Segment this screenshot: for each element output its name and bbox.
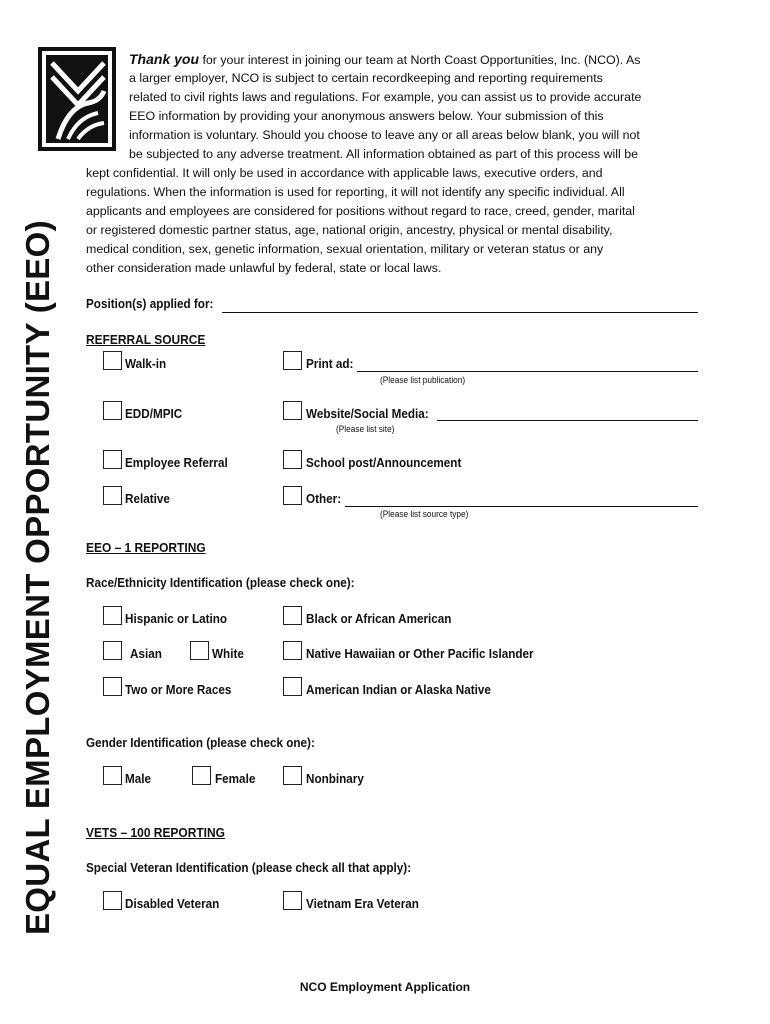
intro-line-5: information is voluntary. Should you choose to leave any or all areas below blank, you will not <box>129 128 640 142</box>
male-label: Male <box>125 771 152 786</box>
eeo1-heading: EEO – 1 REPORTING <box>86 540 206 555</box>
intro-line-10: or registered domestic partner status, age, national origin, ancestry, physical or mental disability, <box>86 223 613 237</box>
referral-heading: REFERRAL SOURCE <box>86 332 206 347</box>
other-checkbox[interactable] <box>283 486 302 505</box>
vietnam-veteran-checkbox[interactable] <box>283 891 302 910</box>
edd-label: EDD/MPIC <box>125 406 183 421</box>
female-label: Female <box>215 771 256 786</box>
female-checkbox[interactable] <box>192 766 211 785</box>
american-indian-checkbox[interactable] <box>283 677 302 696</box>
other-input[interactable] <box>345 506 698 507</box>
white-label: White <box>212 646 244 661</box>
position-input[interactable] <box>222 312 698 313</box>
print-ad-label: Print ad: <box>306 356 354 371</box>
asian-checkbox[interactable] <box>103 641 122 660</box>
intro-line-11: medical condition, sex, genetic information, sexual orientation, military or veteran status or any <box>86 242 604 256</box>
nonbinary-label: Nonbinary <box>306 771 364 786</box>
american-indian-label: American Indian or Alaska Native <box>306 682 491 697</box>
intro-line-1: Thank you for your interest in joining our team at North Coast Opportunities, Inc. (NCO). As <box>129 51 641 67</box>
nonbinary-checkbox[interactable] <box>283 766 302 785</box>
relative-checkbox[interactable] <box>103 486 122 505</box>
two-more-label: Two or More Races <box>125 682 232 697</box>
white-checkbox[interactable] <box>190 641 209 660</box>
footer-title: NCO Employment Application <box>299 980 471 994</box>
two-more-checkbox[interactable] <box>103 677 122 696</box>
print-ad-hint: (Please list publication) <box>380 375 466 385</box>
hispanic-label: Hispanic or Latino <box>125 611 228 626</box>
school-label: School post/Announcement <box>306 455 462 470</box>
intro-lead: Thank you <box>129 51 200 67</box>
black-label: Black or African American <box>306 611 452 626</box>
other-hint: (Please list source type) <box>380 509 469 519</box>
school-checkbox[interactable] <box>283 450 302 469</box>
nco-logo <box>38 47 116 151</box>
vets-heading: VETS – 100 REPORTING <box>86 825 225 840</box>
employee-referral-label: Employee Referral <box>125 455 228 470</box>
intro-line-4: EEO information by providing your anonymous answers below. Your submission of this <box>129 109 604 123</box>
walkin-checkbox[interactable] <box>103 351 122 370</box>
disabled-veteran-label: Disabled Veteran <box>125 896 220 911</box>
website-label: Website/Social Media: <box>306 406 429 421</box>
asian-label: Asian <box>130 646 162 661</box>
hispanic-checkbox[interactable] <box>103 606 122 625</box>
print-ad-checkbox[interactable] <box>283 351 302 370</box>
other-label: Other: <box>306 491 342 506</box>
disabled-veteran-checkbox[interactable] <box>103 891 122 910</box>
intro-line-2: a larger employer, NCO is subject to certain recordkeeping and reporting requirements <box>129 71 603 85</box>
gender-question: Gender Identification (please check one): <box>86 735 315 750</box>
employee-referral-checkbox[interactable] <box>103 450 122 469</box>
male-checkbox[interactable] <box>103 766 122 785</box>
hawaiian-label: Native Hawaiian or Other Pacific Islander <box>306 646 534 661</box>
intro-line-9: applicants and employees are considered for positions without regard to race, creed, gender, marital <box>86 204 635 218</box>
walkin-label: Walk-in <box>125 356 167 371</box>
black-checkbox[interactable] <box>283 606 302 625</box>
race-question: Race/Ethnicity Identification (please check one): <box>86 575 355 590</box>
veteran-question: Special Veteran Identification (please check all that apply): <box>86 860 412 875</box>
hawaiian-checkbox[interactable] <box>283 641 302 660</box>
side-title: EQUAL EMPLOYMENT OPPORTUNITY (EEO) <box>19 220 56 935</box>
intro-line-3: related to civil rights laws and regulations. For example, you can assist us to provide accurate <box>129 90 642 104</box>
print-ad-input[interactable] <box>357 371 698 372</box>
relative-label: Relative <box>125 491 170 506</box>
website-input[interactable] <box>437 420 698 421</box>
vietnam-veteran-label: Vietnam Era Veteran <box>306 896 419 911</box>
website-checkbox[interactable] <box>283 401 302 420</box>
position-label: Position(s) applied for: <box>86 296 214 311</box>
intro-line-8: regulations. When the information is used for reporting, it will not identify any specific individual. All <box>86 185 625 199</box>
intro-line-6: be subjected to any adverse treatment. All information obtained as part of this process will be <box>129 147 638 161</box>
website-hint: (Please list site) <box>336 424 395 434</box>
intro-line-12: other consideration made unlawful by federal, state or local laws. <box>86 261 442 275</box>
intro-line-7: kept confidential. It will only be used in accordance with applicable laws, executive orders, and <box>86 166 603 180</box>
edd-checkbox[interactable] <box>103 401 122 420</box>
